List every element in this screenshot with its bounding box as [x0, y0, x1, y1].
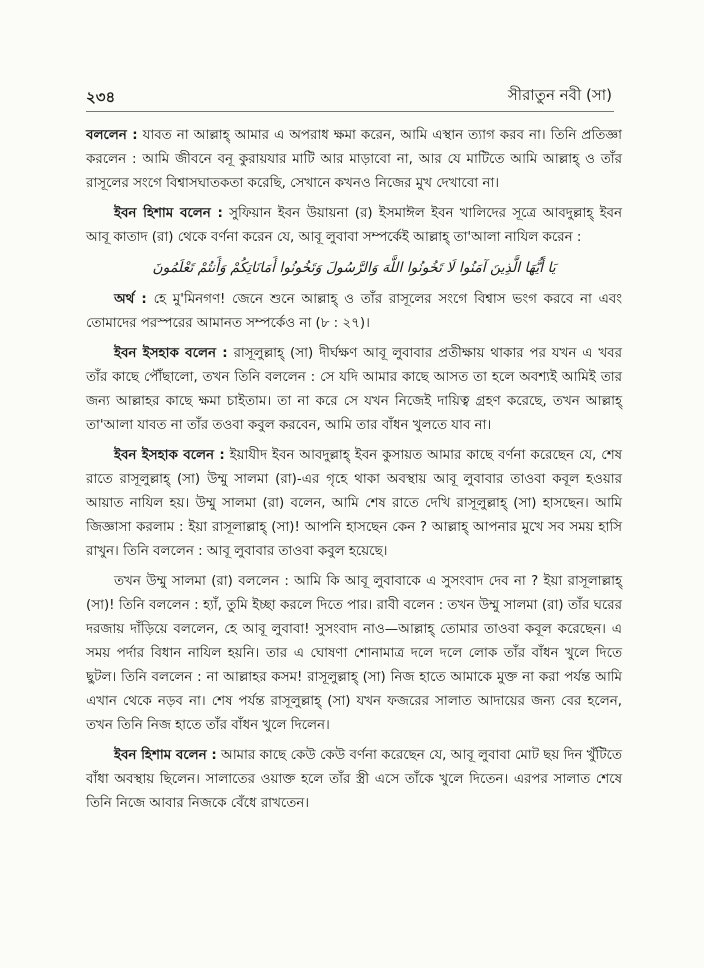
paragraph-text: যাবত না আল্লাহ্ আমার এ অপরাধ ক্ষমা করেন, আমি এস্থান ত্যাগ করব না। তিনি প্রতিজ্ঞা করলেন : আমি জীবনে বনূ কুরায়যার মাটি আর মাড়াবো না, আর যে মাটিতে আমি আল্লাহ্ ও তাঁর রাসূলের সংগে বিশ্বাসঘাতকতা করেছি, সেখানে কখনও নিজের মুখ দেখাবো না।: [86, 128, 622, 191]
paragraph-text: হে মু'মিনগণ! জেনে শুনে আল্লাহ্ ও তাঁর রাসূলের সংগে বিশ্বাস ভংগ করবে না এবং তোমাদের পরস্পরের আমানত সম্পর্কেও না (৮ : ২৭)।: [86, 292, 622, 331]
running-header: সীরাতুন নবী (সা): [507, 86, 612, 104]
paragraph: [86, 570, 622, 738]
paragraph-text: রাসূলুল্লাহ্ (সা) দীর্ঘক্ষণ আবূ লুবাবার প্রতীক্ষায় থাকার পর যখন এ খবর তাঁর কাছে পৌঁছালো, তখন তিনি বললেন : সে যদি আমার কাছে আসত তা হলে অবশ্যই আমিই তার জন্য আল্লাহর কাছে ক্ষমা চাইতাম। তা না করে সে যখন নিজেই দায়িত্ব গ্রহণ করেছে, তখন আল্লাহ্ তা'আলা যাবত না তাঁর তওবা কবুল করবেন, আমি তার বাঁধন খুলতে যাব না।: [86, 346, 622, 433]
arabic-verse: يَا أَيُّهَا الَّذِينَ آمَنُوا لَا تَخُونُوا اللَّهَ وَالرَّسُولَ وَتَخُونُوا أَمَانَاتِكُمْ وَأَنتُمْ تَعْلَمُونَ: [152, 260, 556, 276]
header-rule: [86, 111, 614, 112]
paragraph-text: ইয়াযীদ ইবন আবদুল্লাহ্ ইবন কুসায়ত আমার কাছে বর্ণনা করেছেন যে, শেষ রাতে রাসূলুল্লাহ্ (সা) উম্মু সালমা (রা)-এর গৃহে থাকা অবস্থায় আবূ লুবাবার তাওবা কবূল হওয়ার আয়াত নাযিল হয়। উম্মু সালমা (রা) বলেন, আমি শেষ রাতে দেখি রাসূলুল্লাহ্ (সা) হাসছেন। আমি জিজ্ঞাসা করলাম : ইয়া রাসূলাল্লাহ্ (সা)! আপনি হাসছেন কেন ? আল্লাহ্ আপনার মুখে সব সময় হাসি রাখুন। তিনি বললেন : আবূ লুবাবার তাওবা কবুল হয়েছে।: [86, 448, 622, 559]
paragraph-speaker: ইবন হিশাম বলেন :: [114, 206, 223, 221]
page-number: ২৩৪: [86, 88, 116, 106]
paragraph-text: সুফিয়ান ইবন উয়ায়না (র) ইসমাঈল ইবন খালিদের সূত্রে আবদুল্লাহ্ ইবন আবূ কাতাদ (রা) থেকে বর্ণনা করেন যে, আবূ লুবাবা সম্পর্কেই আল্লাহ্ তা'আলা নাযিল করেন :: [86, 206, 622, 245]
paragraph-speaker: ইবন হিশাম বলেন :: [114, 748, 217, 763]
paragraph-text: আমার কাছে কেউ কেউ বর্ণনা করেছেন যে, আবূ লুবাবা মোট ছয় দিন খুঁটিতে বাঁধা অবস্থায় ছিলেন। সালাতের ওয়াক্ত হলে তাঁর স্ত্রী এসে তাঁকে খুলে দিতেন। এরপর সালাত শেষে তিনি নিজে আবার নিজকে বেঁধে রাখতেন।: [86, 748, 622, 811]
paragraph: [86, 444, 622, 564]
paragraph-speaker: বললেন :: [86, 128, 138, 143]
paragraph: [86, 202, 622, 250]
paragraph: [86, 342, 622, 438]
paragraph-text: তখন উম্মু সালমা (রা) বললেন : আমি কি আবূ লুবাবাকে এ সুসংবাদ দেব না ? ইয়া রাসূলাল্লাহ্ (সা)! তিনি বললেন : হ্যাঁ, তুমি ইচ্ছা করলে দিতে পার। রাবী বলেন : তখন উম্মু সালমা (রা) তাঁর ঘরের দরজায় দাঁড়িয়ে বললেন, হে আবূ লুবাবা! সুসংবাদ নাও—আল্লাহ্ তোমার তাওবা কবূল করেছেন। এ সময় পর্দার বিধান নাযিল হয়নি। তার এ ঘোষণা শোনামাত্র দলে দলে লোক তাঁর বাঁধন খুলে দিতে ছুটল। তিনি বললেন : না আল্লাহর কসম! রাসূলুল্লাহ্ (সা) নিজ হাতে আমাকে মুক্ত না করা পর্যন্ত আমি এখান থেকে নড়ব না। শেষ পর্যন্ত রাসূলুল্লাহ্ (সা) যখন ফজরের সালাত আদায়ের জন্য বের হলেন, তখন তিনি নিজ হাতে তাঁর বাঁধন খুলে দিলেন।: [86, 574, 622, 733]
paragraph: [86, 124, 622, 196]
paragraph-speaker: অর্থ :: [114, 292, 147, 307]
paragraph: [86, 288, 622, 336]
paragraph-speaker: ইবন ইসহাক বলেন :: [114, 448, 225, 463]
paragraph-speaker: ইবন ইসহাক বলেন :: [114, 346, 228, 361]
paragraph: [86, 744, 622, 816]
page-body: [86, 124, 622, 822]
